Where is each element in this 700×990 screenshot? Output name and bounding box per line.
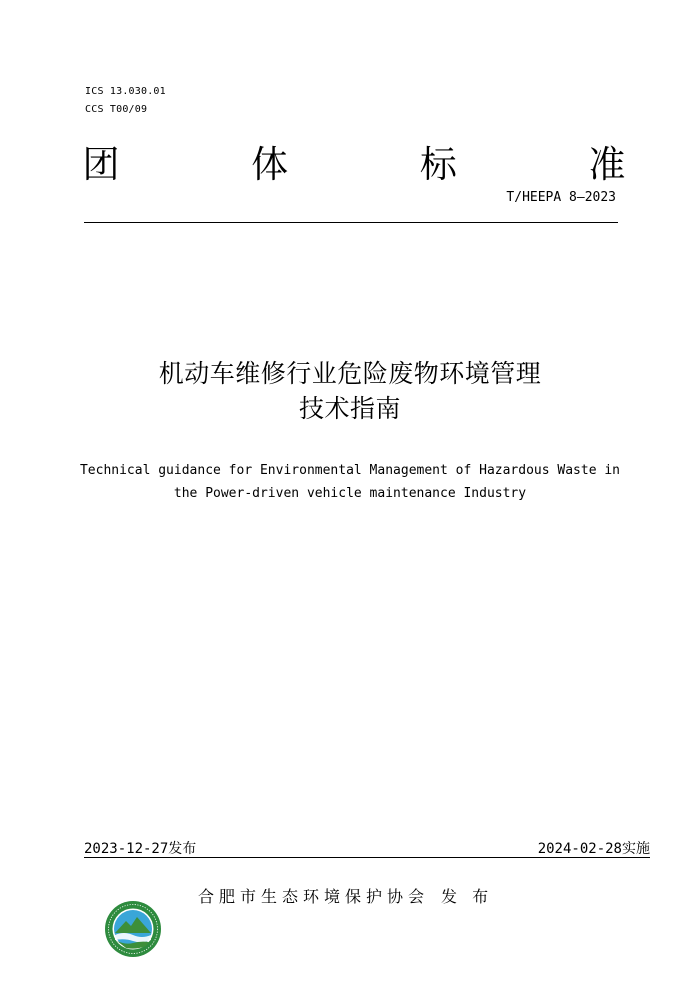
title-en-line: Technical guidance for Environmental Management of Hazardous Waste in: [79, 463, 621, 478]
standard-type-heading: [80, 143, 628, 185]
implement-date-value: 2024-02-28: [537, 841, 622, 857]
logo-graphic: [104, 900, 162, 958]
publish-date-label: 发布: [168, 841, 197, 857]
document-title-zh: [0, 356, 700, 426]
publisher-name: 合肥市生态环境保护协会: [198, 887, 430, 906]
title-zh-line: 技术指南: [298, 394, 401, 423]
footer-divider: [84, 857, 650, 858]
implement-date-label: 实施: [622, 841, 650, 857]
standard-type-char: 体: [251, 142, 289, 186]
document-title-en: [0, 459, 700, 505]
standard-number: T/HEEPA 8—2023: [506, 190, 616, 205]
title-en-line: the Power-driven vehicle maintenance Industry: [173, 486, 527, 501]
publish-date-value: 2023-12-27: [84, 841, 169, 857]
publisher-action: 发 布: [441, 887, 494, 906]
header-divider: [84, 222, 618, 223]
ics-code: ICS 13.030.01: [85, 86, 166, 97]
ccs-code: CCS T00/09: [85, 104, 148, 115]
association-seal-logo-icon: [104, 900, 162, 958]
standard-type-char: 团: [82, 142, 120, 186]
publisher-line: [198, 889, 493, 905]
implement-date: [538, 842, 650, 856]
title-zh-line: 机动车维修行业危险废物环境管理: [158, 359, 542, 388]
date-row: [84, 838, 650, 856]
standard-type-char: 准: [588, 142, 626, 186]
standard-type-char: 标: [419, 142, 457, 186]
publish-date: [84, 842, 196, 856]
